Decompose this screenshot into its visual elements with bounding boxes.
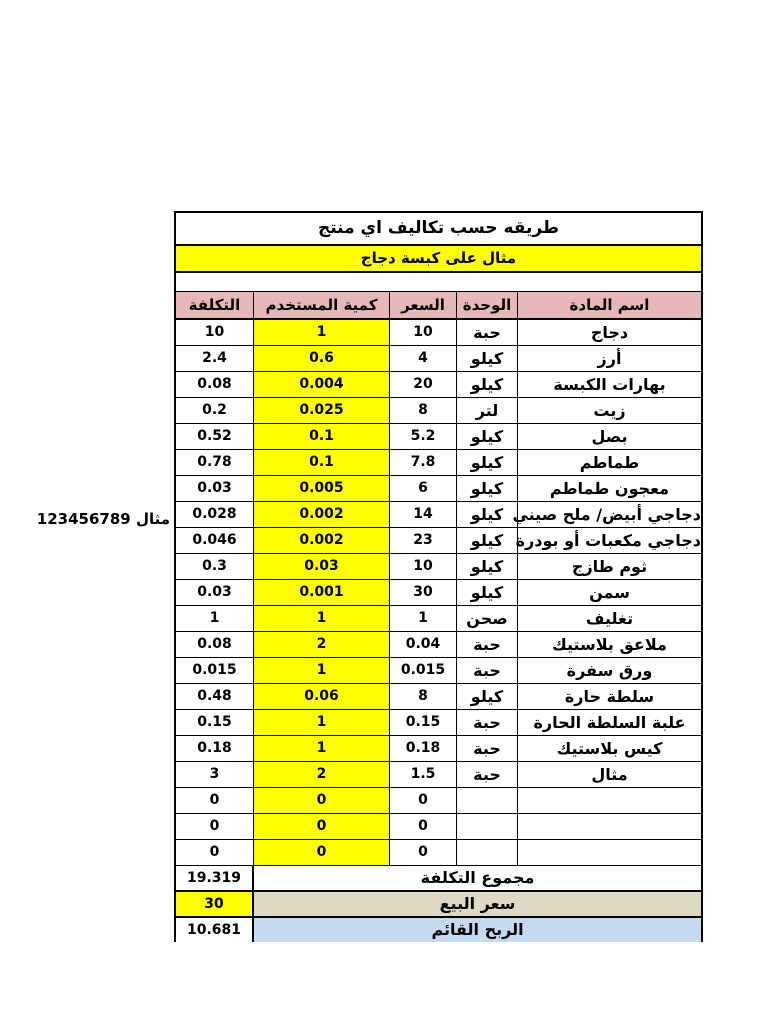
cost-cell[interactable]: 0 bbox=[176, 840, 254, 865]
cost-cell[interactable]: 0.3 bbox=[176, 554, 254, 579]
table-row bbox=[176, 502, 701, 528]
item-name-cell[interactable] bbox=[518, 788, 701, 813]
profit-value[interactable]: 10.681 bbox=[176, 918, 254, 942]
price-cell[interactable]: 1 bbox=[390, 606, 457, 631]
total-cost-value[interactable]: 19.319 bbox=[176, 866, 254, 890]
unit-cell[interactable]: كيلو bbox=[457, 424, 518, 449]
item-name-cell[interactable]: بهارات الكبسة bbox=[553, 375, 666, 394]
price-cell[interactable]: 5.2 bbox=[390, 424, 457, 449]
unit-cell[interactable]: حبة bbox=[457, 762, 518, 787]
price-cell[interactable]: 0.015 bbox=[390, 658, 457, 683]
total-cost-row bbox=[176, 866, 701, 892]
price-cell[interactable]: 4 bbox=[390, 346, 457, 371]
cost-cell[interactable]: 0.2 bbox=[176, 398, 254, 423]
header-quantity-used[interactable]: كمية المستخدم bbox=[254, 292, 390, 318]
price-cell[interactable]: 8 bbox=[390, 398, 457, 423]
item-name-cell[interactable]: ملاعق بلاستيك bbox=[552, 635, 667, 654]
profit-row bbox=[176, 918, 701, 942]
unit-cell[interactable]: كيلو bbox=[457, 580, 518, 605]
price-cell[interactable]: 0.18 bbox=[390, 736, 457, 761]
price-cell[interactable]: 20 bbox=[390, 372, 457, 397]
quantity-cell[interactable]: 0.005 bbox=[254, 476, 390, 501]
quantity-cell[interactable]: 0.001 bbox=[254, 580, 390, 605]
table-row bbox=[176, 580, 701, 606]
header-price[interactable]: السعر bbox=[390, 292, 457, 318]
item-rows bbox=[176, 320, 701, 866]
price-cell[interactable]: 23 bbox=[390, 528, 457, 553]
header-unit[interactable]: الوحدة bbox=[457, 292, 518, 318]
cost-cell[interactable]: 0.18 bbox=[176, 736, 254, 761]
quantity-cell[interactable]: 1 bbox=[254, 320, 390, 345]
header-item-name[interactable]: اسم المادة bbox=[518, 292, 701, 318]
cost-cell[interactable]: 0 bbox=[176, 814, 254, 839]
item-name-cell[interactable]: معجون طماطم bbox=[549, 479, 670, 498]
item-name-cell[interactable] bbox=[518, 840, 701, 865]
unit-cell[interactable]: لتر bbox=[457, 398, 518, 423]
table-row bbox=[176, 450, 701, 476]
table-row bbox=[176, 424, 701, 450]
unit-cell[interactable]: كيلو bbox=[457, 528, 518, 553]
table-row bbox=[176, 632, 701, 658]
cost-cell[interactable]: 0.48 bbox=[176, 684, 254, 709]
price-cell[interactable]: 1.5 bbox=[390, 762, 457, 787]
item-name-cell[interactable]: مثال bbox=[591, 765, 628, 784]
unit-cell[interactable]: صحن bbox=[457, 606, 518, 631]
sale-price-value[interactable]: 30 bbox=[176, 892, 254, 916]
profit-label: الربح القائم bbox=[254, 918, 701, 942]
table-row bbox=[176, 762, 701, 788]
unit-cell[interactable]: كيلو bbox=[457, 476, 518, 501]
table-row bbox=[176, 554, 701, 580]
table-row bbox=[176, 476, 701, 502]
side-note: مثال 123456789 bbox=[36, 510, 170, 528]
table-row bbox=[176, 736, 701, 762]
item-name-cell[interactable]: زيت bbox=[593, 401, 626, 420]
cost-cell[interactable]: 10 bbox=[176, 320, 254, 345]
unit-cell[interactable]: كيلو bbox=[457, 684, 518, 709]
cost-cell[interactable]: 1 bbox=[176, 606, 254, 631]
cost-cell[interactable]: 0.03 bbox=[176, 580, 254, 605]
cost-sheet bbox=[174, 211, 703, 942]
table-row bbox=[176, 684, 701, 710]
item-name-cell[interactable]: تغليف bbox=[585, 609, 634, 628]
cost-cell[interactable]: 0.08 bbox=[176, 632, 254, 657]
quantity-cell[interactable]: 0.002 bbox=[254, 502, 390, 527]
unit-cell[interactable]: حبة bbox=[457, 658, 518, 683]
sheet-title: طريقه حسب تكاليف اي منتج bbox=[176, 213, 701, 246]
price-cell[interactable]: 0 bbox=[390, 788, 457, 813]
item-name-cell[interactable]: بصل bbox=[591, 427, 628, 446]
table-row bbox=[176, 528, 701, 554]
unit-cell[interactable]: حبة bbox=[457, 632, 518, 657]
table-row bbox=[176, 398, 701, 424]
table-row bbox=[176, 372, 701, 398]
quantity-cell[interactable]: 0 bbox=[254, 788, 390, 813]
header-row bbox=[176, 292, 701, 320]
quantity-cell[interactable]: 0.03 bbox=[254, 554, 390, 579]
unit-cell[interactable]: حبة bbox=[457, 320, 518, 345]
quantity-cell[interactable]: 0.002 bbox=[254, 528, 390, 553]
item-name-cell[interactable]: ثوم طازج bbox=[571, 557, 648, 576]
unit-cell[interactable]: كيلو bbox=[457, 372, 518, 397]
quantity-cell[interactable]: 1 bbox=[254, 736, 390, 761]
quantity-cell[interactable]: 1 bbox=[254, 606, 390, 631]
quantity-cell[interactable]: 1 bbox=[254, 710, 390, 735]
table-row bbox=[176, 346, 701, 372]
unit-cell[interactable] bbox=[457, 788, 518, 813]
sale-price-row bbox=[176, 892, 701, 918]
table-row bbox=[176, 840, 701, 866]
item-name-cell[interactable]: سمن bbox=[589, 583, 630, 602]
unit-cell[interactable] bbox=[457, 840, 518, 865]
price-cell[interactable]: 10 bbox=[390, 554, 457, 579]
item-name-cell[interactable]: دجاجي أبيض/ ملح صيني bbox=[512, 505, 701, 524]
item-name-cell[interactable]: كيس بلاستيك bbox=[556, 739, 663, 758]
item-name-cell[interactable]: سلطة حارة bbox=[564, 687, 655, 706]
cost-cell[interactable]: 0.046 bbox=[176, 528, 254, 553]
table-row bbox=[176, 788, 701, 814]
header-cost[interactable]: التكلفة bbox=[176, 292, 254, 318]
quantity-cell[interactable]: 0 bbox=[254, 840, 390, 865]
cost-cell[interactable]: 0.015 bbox=[176, 658, 254, 683]
price-cell[interactable]: 0.04 bbox=[390, 632, 457, 657]
table-row bbox=[176, 606, 701, 632]
table-row bbox=[176, 320, 701, 346]
cost-cell[interactable]: 3 bbox=[176, 762, 254, 787]
quantity-cell[interactable]: 0 bbox=[254, 814, 390, 839]
quantity-cell[interactable]: 2 bbox=[254, 632, 390, 657]
table-row bbox=[176, 710, 701, 736]
cost-cell[interactable]: 0 bbox=[176, 788, 254, 813]
item-name-cell[interactable]: علبة السلطة الحارة bbox=[533, 713, 686, 732]
unit-cell[interactable]: كيلو bbox=[457, 554, 518, 579]
item-name-cell[interactable]: دجاج bbox=[590, 323, 629, 342]
price-cell[interactable]: 30 bbox=[390, 580, 457, 605]
price-cell[interactable]: 14 bbox=[390, 502, 457, 527]
price-cell[interactable]: 6 bbox=[390, 476, 457, 501]
cost-cell[interactable]: 0.15 bbox=[176, 710, 254, 735]
spacer-row bbox=[176, 273, 701, 292]
cost-cell[interactable]: 0.52 bbox=[176, 424, 254, 449]
price-cell[interactable]: 0 bbox=[390, 814, 457, 839]
unit-cell[interactable]: حبة bbox=[457, 710, 518, 735]
unit-cell[interactable]: كيلو bbox=[457, 450, 518, 475]
cost-cell[interactable]: 2.4 bbox=[176, 346, 254, 371]
quantity-cell[interactable]: 0.1 bbox=[254, 424, 390, 449]
unit-cell[interactable] bbox=[457, 814, 518, 839]
quantity-cell[interactable]: 0.6 bbox=[254, 346, 390, 371]
total-cost-label: مجموع التكلفة bbox=[420, 868, 535, 887]
item-name-cell[interactable]: طماطم bbox=[579, 453, 640, 472]
table-row bbox=[176, 658, 701, 684]
price-cell[interactable]: 10 bbox=[390, 320, 457, 345]
quantity-cell[interactable]: 0.1 bbox=[254, 450, 390, 475]
price-cell[interactable]: 0.15 bbox=[390, 710, 457, 735]
unit-cell[interactable]: كيلو bbox=[457, 502, 518, 527]
item-name-cell[interactable]: ورق سفرة bbox=[566, 661, 653, 680]
quantity-cell[interactable]: 1 bbox=[254, 658, 390, 683]
quantity-cell[interactable]: 0.025 bbox=[254, 398, 390, 423]
price-cell[interactable]: 0 bbox=[390, 840, 457, 865]
sale-price-label: سعر البيع bbox=[254, 892, 701, 916]
price-cell[interactable]: 7.8 bbox=[390, 450, 457, 475]
quantity-cell[interactable]: 0.004 bbox=[254, 372, 390, 397]
item-name-cell[interactable]: أرز bbox=[597, 349, 622, 368]
quantity-cell[interactable]: 2 bbox=[254, 762, 390, 787]
sheet-subtitle: مثال على كبسة دجاج bbox=[176, 246, 701, 273]
item-name-cell[interactable] bbox=[518, 814, 701, 839]
quantity-cell[interactable]: 0.06 bbox=[254, 684, 390, 709]
item-name-cell[interactable]: دجاجي مكعبات أو بودرة bbox=[515, 531, 701, 550]
cost-cell[interactable]: 0.78 bbox=[176, 450, 254, 475]
unit-cell[interactable]: حبة bbox=[457, 736, 518, 761]
unit-cell[interactable]: كيلو bbox=[457, 346, 518, 371]
price-cell[interactable]: 8 bbox=[390, 684, 457, 709]
cost-cell[interactable]: 0.08 bbox=[176, 372, 254, 397]
table-row bbox=[176, 814, 701, 840]
cost-cell[interactable]: 0.03 bbox=[176, 476, 254, 501]
cost-cell[interactable]: 0.028 bbox=[176, 502, 254, 527]
